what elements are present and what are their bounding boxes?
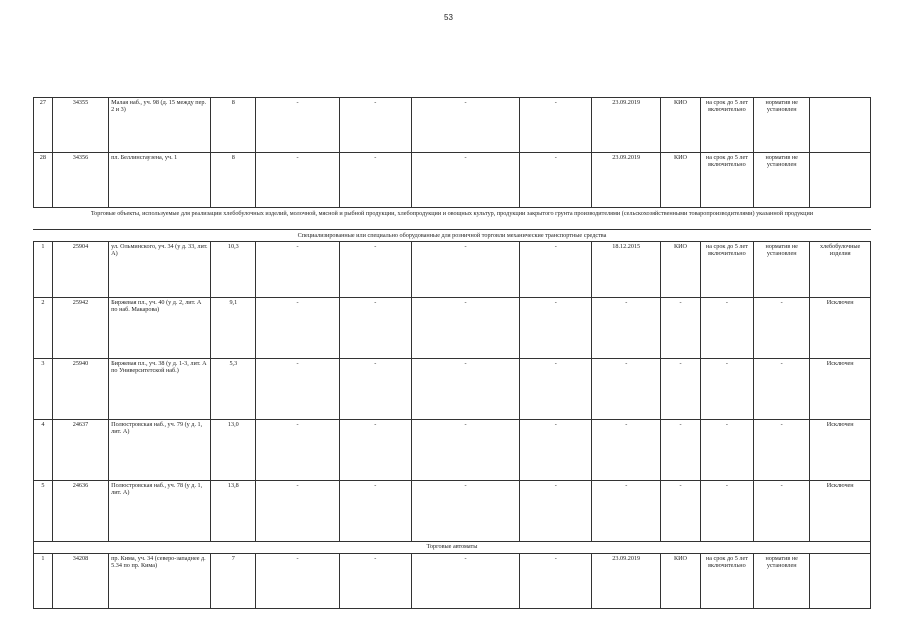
cell-num: 5	[34, 481, 53, 542]
section-heading-vehicles: Специализированные или специально оборудованные для розничной торговли механические транспортные средства	[297, 232, 607, 239]
cell-address: Полюстровская наб., уч. 78 (у д. 1, лит. А)	[109, 481, 211, 542]
cell-code: 25942	[52, 298, 108, 359]
cell-product	[810, 153, 871, 208]
cell-date: -	[592, 420, 661, 481]
cell-num: 2	[34, 298, 53, 359]
cell-dash: -	[339, 420, 411, 481]
table-row	[34, 359, 871, 420]
cell-num: 1	[34, 242, 53, 298]
cell-area: 8	[211, 98, 256, 153]
cell-code: 24636	[52, 481, 108, 542]
cell-num: 3	[34, 359, 53, 420]
cell-dash: -	[339, 359, 411, 420]
cell-kio: -	[661, 359, 701, 420]
cell-date: -	[592, 298, 661, 359]
cell-dash: -	[339, 298, 411, 359]
divider	[33, 229, 871, 230]
cell-norm: -	[754, 420, 810, 481]
cell-term: -	[700, 481, 753, 542]
cell-norm: норматив не установлен	[754, 242, 810, 298]
cell-norm: норматив не установлен	[754, 153, 810, 208]
cell-area: 8	[211, 153, 256, 208]
cell-term: -	[700, 359, 753, 420]
cell-address: Полюстровская наб., уч. 79 (у д. 1, лит. А)	[109, 420, 211, 481]
cell-dash: -	[339, 98, 411, 153]
cell-code: 25940	[52, 359, 108, 420]
cell-kio: КИО	[661, 153, 701, 208]
cell-num: 4	[34, 420, 53, 481]
cell-norm: -	[754, 359, 810, 420]
cell-dash: -	[411, 359, 520, 420]
cell-product: хлебобулочные изделия	[810, 242, 871, 298]
top-table	[33, 97, 871, 208]
cell-dash: -	[411, 554, 520, 609]
cell-dash: -	[256, 98, 339, 153]
cell-code: 24637	[52, 420, 108, 481]
cell-address: пл. Беллинсгаузена, уч. 1	[109, 153, 211, 208]
cell-dash: -	[411, 153, 520, 208]
cell-area: 9,1	[211, 298, 256, 359]
table-row	[34, 554, 871, 609]
cell-dash: -	[520, 554, 592, 609]
cell-date: -	[592, 481, 661, 542]
cell-dash: -	[411, 298, 520, 359]
cell-area: 13,8	[211, 481, 256, 542]
cell-term: на срок до 5 лет включительно	[700, 554, 753, 609]
cell-kio: КИО	[661, 554, 701, 609]
cell-code: 25904	[52, 242, 108, 298]
cell-dash: -	[256, 153, 339, 208]
cell-dash: -	[339, 153, 411, 208]
cell-product: Исключен	[810, 481, 871, 542]
cell-term: на срок до 5 лет включительно	[700, 153, 753, 208]
cell-norm: норматив не установлен	[754, 554, 810, 609]
cell-term: -	[700, 298, 753, 359]
cell-code: 34356	[52, 153, 108, 208]
cell-dash: -	[411, 481, 520, 542]
cell-term: на срок до 5 лет включительно	[700, 242, 753, 298]
cell-term: на срок до 5 лет включительно	[700, 98, 753, 153]
cell-area: 13,0	[211, 420, 256, 481]
cell-kio: -	[661, 481, 701, 542]
cell-product	[810, 98, 871, 153]
cell-dash: -	[520, 481, 592, 542]
page-number: 53	[444, 13, 453, 22]
cell-dash: -	[411, 98, 520, 153]
cell-dash: -	[256, 359, 339, 420]
table-row	[34, 153, 871, 208]
cell-address: Биржевая пл., уч. 38 (у д. 1-3, лит. А по Университетской наб.)	[109, 359, 211, 420]
cell-dash: -	[411, 242, 520, 298]
cell-address: ул. Ольминского, уч. 34 (у д. 33, лит. А)	[109, 242, 211, 298]
cell-area: 7	[211, 554, 256, 609]
cell-date: 23.09.2019	[592, 98, 661, 153]
cell-product: Исключен	[810, 298, 871, 359]
cell-term: -	[700, 420, 753, 481]
table-row	[34, 420, 871, 481]
cell-date: 18.12.2015	[592, 242, 661, 298]
cell-norm: -	[754, 481, 810, 542]
cell-num: 27	[34, 98, 53, 153]
cell-address: Биржевая пл., уч. 40 (у д. 2, лит. А по наб. Макарова)	[109, 298, 211, 359]
cell-date: 23.09.2019	[592, 153, 661, 208]
vehicles-table	[33, 241, 871, 609]
cell-dash: -	[256, 242, 339, 298]
cell-date: 23.09.2019	[592, 554, 661, 609]
cell-num: 1	[34, 554, 53, 609]
section-row	[34, 542, 871, 554]
cell-dash: -	[256, 298, 339, 359]
table-row	[34, 242, 871, 298]
cell-num: 28	[34, 153, 53, 208]
cell-dash: -	[520, 359, 592, 420]
cell-dash: -	[256, 481, 339, 542]
section-heading-vending: Торговые автоматы	[34, 542, 871, 554]
cell-dash: -	[256, 554, 339, 609]
section-heading-products: Торговые объекты, используемые для реализации хлебобулочных изделий, молочной, мясной и рыбной продукции, хлебопродукции и овощных культур, продукции закрытого грунта производителями (сельскохозяйственными товаропроизводителями) указанной продукции	[90, 210, 814, 217]
cell-kio: -	[661, 420, 701, 481]
table-row	[34, 98, 871, 153]
cell-dash: -	[520, 298, 592, 359]
cell-norm: норматив не установлен	[754, 98, 810, 153]
cell-address: пр. Кима, уч. 34 (северо-западнее д. 5.34 по пр. Кима)	[109, 554, 211, 609]
cell-kio: КИО	[661, 242, 701, 298]
cell-dash: -	[520, 420, 592, 481]
cell-dash: -	[339, 481, 411, 542]
cell-product: Исключен	[810, 420, 871, 481]
cell-dash: -	[520, 98, 592, 153]
table-row	[34, 481, 871, 542]
cell-norm: -	[754, 298, 810, 359]
cell-dash: -	[411, 420, 520, 481]
cell-code: 34208	[52, 554, 108, 609]
cell-dash: -	[339, 242, 411, 298]
cell-dash: -	[339, 554, 411, 609]
cell-date: -	[592, 359, 661, 420]
cell-area: 10,3	[211, 242, 256, 298]
cell-code: 34355	[52, 98, 108, 153]
cell-dash: -	[256, 420, 339, 481]
cell-dash: -	[520, 242, 592, 298]
cell-dash: -	[520, 153, 592, 208]
cell-kio: КИО	[661, 98, 701, 153]
cell-product: Исключен	[810, 359, 871, 420]
cell-area: 5,3	[211, 359, 256, 420]
cell-kio: -	[661, 298, 701, 359]
cell-product	[810, 554, 871, 609]
table-row	[34, 298, 871, 359]
cell-address: Малая наб., уч. 98 (д. 15 между пер. 2 и 3)	[109, 98, 211, 153]
